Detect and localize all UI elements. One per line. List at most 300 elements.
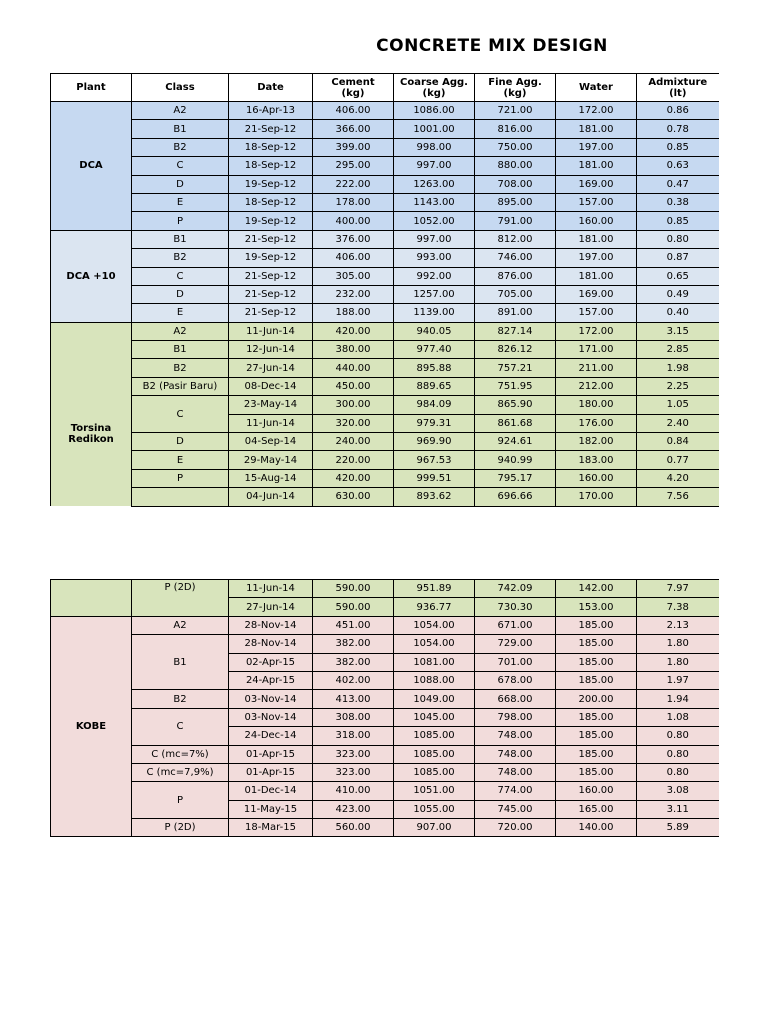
table-row — [51, 285, 719, 303]
cell-admix: 2.13 — [637, 616, 719, 634]
cell-coarse: 1045.00 — [394, 708, 475, 726]
table-row — [51, 120, 719, 138]
cell-date: 01-Apr-15 — [229, 745, 313, 763]
cell-coarse: 936.77 — [394, 598, 475, 616]
mix-design-table-page2 — [50, 579, 719, 837]
cell-cement: 450.00 — [313, 377, 394, 395]
cell-date: 21-Sep-12 — [229, 285, 313, 303]
cell-date: 01-Dec-14 — [229, 782, 313, 800]
cell-class: E — [132, 193, 229, 211]
header-fine — [475, 74, 556, 102]
cell-coarse: 1054.00 — [394, 635, 475, 653]
cell-cement: 232.00 — [313, 285, 394, 303]
cell-fine: 745.00 — [475, 800, 556, 818]
cell-admix: 0.84 — [637, 433, 719, 451]
cell-water: 181.00 — [556, 230, 637, 248]
cell-cement: 380.00 — [313, 341, 394, 359]
cell-date: 18-Sep-12 — [229, 138, 313, 156]
cell-class: B1 — [132, 341, 229, 359]
cell-date: 18-Sep-12 — [229, 157, 313, 175]
cell-water: 185.00 — [556, 727, 637, 745]
cell-water: 211.00 — [556, 359, 637, 377]
cell-date: 03-Nov-14 — [229, 708, 313, 726]
cell-coarse: 1085.00 — [394, 745, 475, 763]
cell-class: C — [132, 396, 229, 433]
cell-water: 153.00 — [556, 598, 637, 616]
cell-coarse: 993.00 — [394, 249, 475, 267]
cell-water: 197.00 — [556, 138, 637, 156]
cell-date: 19-Sep-12 — [229, 175, 313, 193]
cell-coarse: 1051.00 — [394, 782, 475, 800]
cell-coarse: 1052.00 — [394, 212, 475, 230]
cell-cement: 320.00 — [313, 414, 394, 432]
cell-coarse: 1139.00 — [394, 304, 475, 322]
cell-fine: 751.95 — [475, 377, 556, 395]
cell-fine: 720.00 — [475, 819, 556, 837]
table-row — [51, 359, 719, 377]
cell-fine: 708.00 — [475, 175, 556, 193]
cell-class: C — [132, 708, 229, 745]
cell-admix: 7.38 — [637, 598, 719, 616]
table-row — [51, 616, 719, 634]
cell-coarse: 1085.00 — [394, 727, 475, 745]
cell-coarse: 998.00 — [394, 138, 475, 156]
cell-water: 157.00 — [556, 304, 637, 322]
cell-water: 181.00 — [556, 157, 637, 175]
cell-date: 21-Sep-12 — [229, 120, 313, 138]
cell-admix: 1.05 — [637, 396, 719, 414]
cell-class: C — [132, 267, 229, 285]
cell-water: 172.00 — [556, 322, 637, 340]
cell-coarse: 940.05 — [394, 322, 475, 340]
cell-cement: 402.00 — [313, 671, 394, 689]
cell-admix: 0.85 — [637, 212, 719, 230]
header-fine-label: Fine Agg. — [488, 76, 542, 88]
cell-cement: 406.00 — [313, 102, 394, 120]
cell-class: A2 — [132, 322, 229, 340]
mix-design-table-page1 — [50, 73, 719, 507]
cell-admix: 0.78 — [637, 120, 719, 138]
cell-class: B1 — [132, 120, 229, 138]
cell-cement: 630.00 — [313, 488, 394, 506]
cell-coarse: 1257.00 — [394, 285, 475, 303]
cell-coarse: 907.00 — [394, 819, 475, 837]
cell-fine: 895.00 — [475, 193, 556, 211]
cell-fine: 865.90 — [475, 396, 556, 414]
cell-cement: 295.00 — [313, 157, 394, 175]
cell-admix: 0.49 — [637, 285, 719, 303]
cell-fine: 705.00 — [475, 285, 556, 303]
cell-cement: 590.00 — [313, 580, 394, 598]
cell-water: 160.00 — [556, 782, 637, 800]
table-row — [51, 580, 719, 598]
cell-date: 18-Sep-12 — [229, 193, 313, 211]
cell-fine: 816.00 — [475, 120, 556, 138]
cell-cement: 382.00 — [313, 635, 394, 653]
cell-class: A2 — [132, 616, 229, 634]
header-cement-label: Cement — [331, 76, 375, 88]
cell-cement: 323.00 — [313, 745, 394, 763]
cell-fine: 924.61 — [475, 433, 556, 451]
cell-class: B2 — [132, 359, 229, 377]
plant-torsina-continued — [51, 580, 132, 617]
header-cement-unit: (kg) — [341, 87, 365, 99]
cell-cement: 451.00 — [313, 616, 394, 634]
cell-fine: 940.99 — [475, 451, 556, 469]
cell-water: 185.00 — [556, 616, 637, 634]
cell-class: B1 — [132, 635, 229, 690]
cell-class: B2 — [132, 690, 229, 708]
cell-coarse: 967.53 — [394, 451, 475, 469]
header-class: Class — [132, 74, 229, 102]
cell-coarse: 895.88 — [394, 359, 475, 377]
cell-class: C (mc=7,9%) — [132, 763, 229, 781]
table-row — [51, 102, 719, 120]
cell-coarse: 1088.00 — [394, 671, 475, 689]
cell-cement: 188.00 — [313, 304, 394, 322]
cell-coarse: 1081.00 — [394, 653, 475, 671]
cell-class: E — [132, 451, 229, 469]
cell-water: 185.00 — [556, 635, 637, 653]
cell-admix: 0.87 — [637, 249, 719, 267]
cell-coarse: 999.51 — [394, 469, 475, 487]
cell-cement: 220.00 — [313, 451, 394, 469]
cell-water: 185.00 — [556, 708, 637, 726]
cell-date: 01-Apr-15 — [229, 763, 313, 781]
cell-date: 21-Sep-12 — [229, 304, 313, 322]
cell-class: C — [132, 157, 229, 175]
cell-date: 19-Sep-12 — [229, 212, 313, 230]
cell-water: 140.00 — [556, 819, 637, 837]
cell-fine: 891.00 — [475, 304, 556, 322]
cell-date: 11-Jun-14 — [229, 414, 313, 432]
cell-water: 181.00 — [556, 267, 637, 285]
cell-fine: 748.00 — [475, 727, 556, 745]
cell-coarse: 969.90 — [394, 433, 475, 451]
cell-admix: 0.40 — [637, 304, 719, 322]
table-row — [51, 377, 719, 395]
cell-fine: 795.17 — [475, 469, 556, 487]
cell-coarse: 951.89 — [394, 580, 475, 598]
cell-cement: 300.00 — [313, 396, 394, 414]
cell-coarse: 992.00 — [394, 267, 475, 285]
cell-admix: 0.77 — [637, 451, 719, 469]
cell-cement: 178.00 — [313, 193, 394, 211]
cell-class: D — [132, 175, 229, 193]
table-row — [51, 138, 719, 156]
cell-fine: 757.21 — [475, 359, 556, 377]
cell-water: 212.00 — [556, 377, 637, 395]
table-row — [51, 396, 719, 414]
cell-water: 142.00 — [556, 580, 637, 598]
header-row — [51, 74, 719, 102]
cell-cement: 376.00 — [313, 230, 394, 248]
cell-coarse: 1263.00 — [394, 175, 475, 193]
header-water: Water — [556, 74, 637, 102]
cell-water: 181.00 — [556, 120, 637, 138]
table-row — [51, 451, 719, 469]
cell-water: 185.00 — [556, 671, 637, 689]
cell-coarse: 1143.00 — [394, 193, 475, 211]
cell-fine: 748.00 — [475, 745, 556, 763]
cell-water: 160.00 — [556, 469, 637, 487]
header-plant: Plant — [51, 74, 132, 102]
cell-fine: 812.00 — [475, 230, 556, 248]
cell-coarse: 977.40 — [394, 341, 475, 359]
cell-admix: 0.85 — [637, 138, 719, 156]
cell-admix: 7.97 — [637, 580, 719, 598]
cell-cement: 399.00 — [313, 138, 394, 156]
cell-fine: 746.00 — [475, 249, 556, 267]
cell-admix: 1.80 — [637, 653, 719, 671]
table-row — [51, 267, 719, 285]
cell-date: 15-Aug-14 — [229, 469, 313, 487]
plant-dca-10: DCA +10 — [51, 230, 132, 322]
table-row — [51, 157, 719, 175]
plant-torsina-line1: Torsina — [70, 423, 112, 435]
cell-date: 11-Jun-14 — [229, 322, 313, 340]
cell-date: 28-Nov-14 — [229, 635, 313, 653]
cell-admix: 1.80 — [637, 635, 719, 653]
cell-fine: 791.00 — [475, 212, 556, 230]
cell-water: 183.00 — [556, 451, 637, 469]
cell-class: D — [132, 285, 229, 303]
cell-water: 185.00 — [556, 745, 637, 763]
cell-coarse: 1085.00 — [394, 763, 475, 781]
cell-cement: 420.00 — [313, 322, 394, 340]
cell-water: 171.00 — [556, 341, 637, 359]
cell-admix: 0.80 — [637, 763, 719, 781]
cell-fine: 729.00 — [475, 635, 556, 653]
cell-date: 21-Sep-12 — [229, 267, 313, 285]
cell-date: 11-Jun-14 — [229, 580, 313, 598]
cell-date: 24-Dec-14 — [229, 727, 313, 745]
cell-cement: 590.00 — [313, 598, 394, 616]
cell-date: 28-Nov-14 — [229, 616, 313, 634]
table-row — [51, 635, 719, 653]
cell-water: 170.00 — [556, 488, 637, 506]
header-date: Date — [229, 74, 313, 102]
cell-water: 180.00 — [556, 396, 637, 414]
cell-admix: 3.15 — [637, 322, 719, 340]
header-fine-unit: (kg) — [503, 87, 527, 99]
cell-admix: 0.80 — [637, 727, 719, 745]
header-admix-unit: (lt) — [669, 87, 687, 99]
header-coarse-label: Coarse Agg. — [400, 76, 468, 88]
cell-date: 12-Jun-14 — [229, 341, 313, 359]
cell-admix: 0.80 — [637, 230, 719, 248]
header-cement — [313, 74, 394, 102]
cell-admix: 1.08 — [637, 708, 719, 726]
cell-fine: 701.00 — [475, 653, 556, 671]
cell-date: 04-Sep-14 — [229, 433, 313, 451]
cell-fine: 742.09 — [475, 580, 556, 598]
table-row — [51, 745, 719, 763]
cell-fine: 827.14 — [475, 322, 556, 340]
table-row — [51, 249, 719, 267]
cell-admix: 2.85 — [637, 341, 719, 359]
cell-cement: 222.00 — [313, 175, 394, 193]
cell-admix: 7.56 — [637, 488, 719, 506]
cell-water: 160.00 — [556, 212, 637, 230]
cell-coarse: 1055.00 — [394, 800, 475, 818]
cell-date: 19-Sep-12 — [229, 249, 313, 267]
cell-class: P — [132, 782, 229, 819]
table-row — [51, 322, 719, 340]
plant-dca: DCA — [51, 102, 132, 231]
cell-fine: 774.00 — [475, 782, 556, 800]
cell-date: 03-Nov-14 — [229, 690, 313, 708]
plant-kobe: KOBE — [51, 616, 132, 837]
plant-torsina-line2: Redikon — [68, 434, 114, 446]
cell-class: D — [132, 433, 229, 451]
cell-fine: 721.00 — [475, 102, 556, 120]
cell-water: 197.00 — [556, 249, 637, 267]
cell-class: B1 — [132, 230, 229, 248]
cell-date: 11-May-15 — [229, 800, 313, 818]
cell-class — [132, 488, 229, 506]
cell-admix: 0.86 — [637, 102, 719, 120]
cell-class: P (2D) — [132, 580, 229, 617]
cell-admix: 2.25 — [637, 377, 719, 395]
cell-date: 16-Apr-13 — [229, 102, 313, 120]
cell-cement: 308.00 — [313, 708, 394, 726]
cell-date: 21-Sep-12 — [229, 230, 313, 248]
cell-fine: 668.00 — [475, 690, 556, 708]
cell-fine: 671.00 — [475, 616, 556, 634]
cell-cement: 560.00 — [313, 819, 394, 837]
cell-fine: 798.00 — [475, 708, 556, 726]
cell-coarse: 1049.00 — [394, 690, 475, 708]
cell-coarse: 1086.00 — [394, 102, 475, 120]
cell-admix: 1.97 — [637, 671, 719, 689]
cell-water: 172.00 — [556, 102, 637, 120]
cell-date: 08-Dec-14 — [229, 377, 313, 395]
cell-coarse: 997.00 — [394, 230, 475, 248]
cell-fine: 696.66 — [475, 488, 556, 506]
cell-admix: 5.89 — [637, 819, 719, 837]
cell-admix: 0.47 — [637, 175, 719, 193]
cell-cement: 382.00 — [313, 653, 394, 671]
cell-admix: 2.40 — [637, 414, 719, 432]
cell-admix: 0.63 — [637, 157, 719, 175]
cell-water: 176.00 — [556, 414, 637, 432]
cell-admix: 3.08 — [637, 782, 719, 800]
cell-date: 27-Jun-14 — [229, 598, 313, 616]
cell-cement: 440.00 — [313, 359, 394, 377]
cell-cement: 406.00 — [313, 249, 394, 267]
table-row — [51, 819, 719, 837]
cell-admix: 4.20 — [637, 469, 719, 487]
cell-cement: 366.00 — [313, 120, 394, 138]
cell-water: 169.00 — [556, 175, 637, 193]
cell-coarse: 889.65 — [394, 377, 475, 395]
table-row — [51, 690, 719, 708]
cell-date: 24-Apr-15 — [229, 671, 313, 689]
cell-cement: 323.00 — [313, 763, 394, 781]
table-row — [51, 193, 719, 211]
cell-fine: 678.00 — [475, 671, 556, 689]
cell-class: E — [132, 304, 229, 322]
cell-cement: 240.00 — [313, 433, 394, 451]
table-row — [51, 212, 719, 230]
cell-admix: 0.38 — [637, 193, 719, 211]
cell-admix: 0.65 — [637, 267, 719, 285]
header-coarse-unit: (kg) — [422, 87, 446, 99]
cell-date: 29-May-14 — [229, 451, 313, 469]
table-row — [51, 230, 719, 248]
cell-class: B2 — [132, 138, 229, 156]
cell-cement: 410.00 — [313, 782, 394, 800]
cell-coarse: 893.62 — [394, 488, 475, 506]
cell-cement: 423.00 — [313, 800, 394, 818]
cell-water: 182.00 — [556, 433, 637, 451]
cell-class: P — [132, 469, 229, 487]
table-row — [51, 304, 719, 322]
cell-coarse: 984.09 — [394, 396, 475, 414]
table-row — [51, 341, 719, 359]
cell-date: 04-Jun-14 — [229, 488, 313, 506]
cell-date: 18-Mar-15 — [229, 819, 313, 837]
cell-water: 200.00 — [556, 690, 637, 708]
cell-fine: 750.00 — [475, 138, 556, 156]
cell-fine: 730.30 — [475, 598, 556, 616]
cell-fine: 826.12 — [475, 341, 556, 359]
header-admixture — [637, 74, 719, 102]
table-row — [51, 708, 719, 726]
cell-class: A2 — [132, 102, 229, 120]
cell-date: 02-Apr-15 — [229, 653, 313, 671]
cell-water: 157.00 — [556, 193, 637, 211]
header-coarse — [394, 74, 475, 102]
cell-date: 23-May-14 — [229, 396, 313, 414]
cell-admix: 1.98 — [637, 359, 719, 377]
cell-coarse: 979.31 — [394, 414, 475, 432]
cell-cement: 420.00 — [313, 469, 394, 487]
cell-class: C (mc=7%) — [132, 745, 229, 763]
plant-torsina-redikon — [51, 322, 132, 506]
cell-class: P — [132, 212, 229, 230]
cell-water: 169.00 — [556, 285, 637, 303]
cell-fine: 748.00 — [475, 763, 556, 781]
cell-coarse: 1001.00 — [394, 120, 475, 138]
cell-admix: 0.80 — [637, 745, 719, 763]
page-title: CONCRETE MIX DESIGN — [376, 36, 608, 56]
cell-admix: 1.94 — [637, 690, 719, 708]
cell-cement: 305.00 — [313, 267, 394, 285]
cell-cement: 318.00 — [313, 727, 394, 745]
table-row — [51, 488, 719, 506]
cell-coarse: 1054.00 — [394, 616, 475, 634]
table-row — [51, 782, 719, 800]
table-row — [51, 469, 719, 487]
cell-class: P (2D) — [132, 819, 229, 837]
cell-fine: 861.68 — [475, 414, 556, 432]
table-row — [51, 175, 719, 193]
header-admix-label: Admixture — [648, 76, 708, 88]
cell-fine: 880.00 — [475, 157, 556, 175]
table-row — [51, 433, 719, 451]
cell-date: 27-Jun-14 — [229, 359, 313, 377]
cell-admix: 3.11 — [637, 800, 719, 818]
cell-cement: 400.00 — [313, 212, 394, 230]
cell-fine: 876.00 — [475, 267, 556, 285]
cell-class: B2 — [132, 249, 229, 267]
cell-water: 185.00 — [556, 763, 637, 781]
cell-cement: 413.00 — [313, 690, 394, 708]
cell-coarse: 997.00 — [394, 157, 475, 175]
cell-water: 165.00 — [556, 800, 637, 818]
